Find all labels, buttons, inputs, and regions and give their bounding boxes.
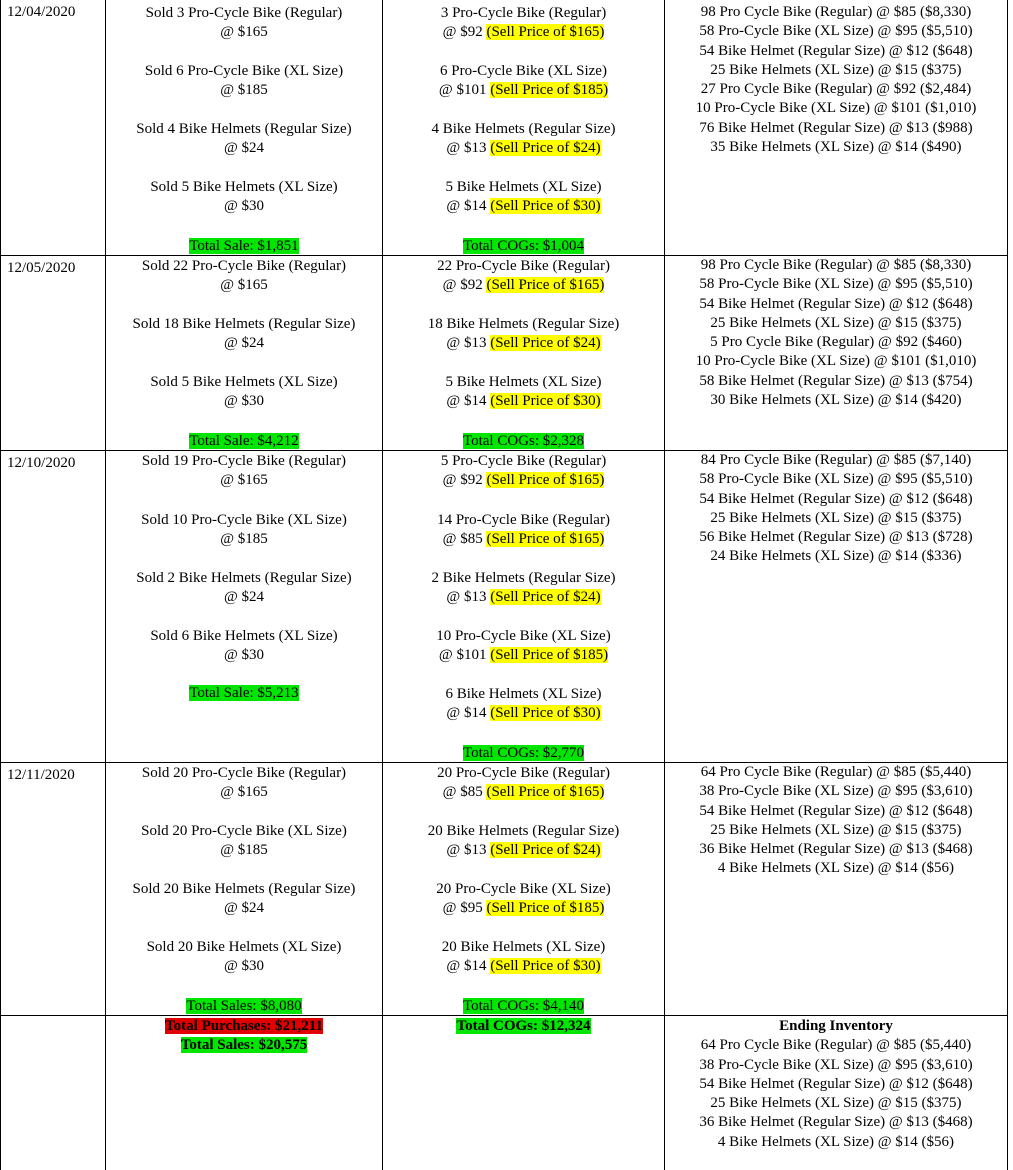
ending-inventory-title: Ending Inventory bbox=[779, 1018, 893, 1034]
inventory-line: 56 Bike Helmet (Regular Size) @ $13 ($728) bbox=[699, 529, 973, 546]
sell-price-highlight: (Sell Price of $30) bbox=[490, 958, 601, 974]
inventory-line: 27 Pro Cycle Bike (Regular) @ $92 ($2,484) bbox=[700, 81, 972, 98]
inventory-line: 38 Pro-Cycle Bike (XL Size) @ $95 ($3,610) bbox=[699, 783, 973, 800]
inventory-line: 10 Pro-Cycle Bike (XL Size) @ $101 ($1,010) bbox=[695, 100, 977, 117]
cogs-entry: 14 Pro-Cycle Bike (Regular) @ $85 (Sell Price of $165) bbox=[437, 512, 610, 547]
cogs-entry: 20 Pro-Cycle Bike (Regular) @ $85 (Sell Price of $165) bbox=[437, 765, 610, 800]
inventory-list bbox=[665, 451, 1007, 567]
sell-price-highlight: (Sell Price of $165) bbox=[486, 277, 605, 293]
inventory-line: 36 Bike Helmet (Regular Size) @ $13 ($468) bbox=[699, 1114, 973, 1131]
inventory-line: 30 Bike Helmets (XL Size) @ $14 ($420) bbox=[710, 392, 962, 409]
inventory-cell bbox=[665, 0, 1008, 256]
inventory-line: 54 Bike Helmet (Regular Size) @ $12 ($648) bbox=[699, 1075, 973, 1092]
ending-inventory-cell bbox=[665, 1016, 1008, 1170]
inventory-line: 58 Pro-Cycle Bike (XL Size) @ $95 ($5,510) bbox=[699, 23, 973, 40]
total-sales: Total Sales: $20,575 bbox=[180, 1037, 308, 1053]
date-label: 12/05/2020 bbox=[7, 260, 76, 276]
inventory-list bbox=[665, 3, 1007, 157]
inventory-line: 98 Pro Cycle Bike (Regular) @ $85 ($8,330) bbox=[700, 257, 972, 273]
sales-cell bbox=[106, 0, 383, 256]
inventory-cell bbox=[665, 451, 1008, 763]
sale-entry: Sold 18 Bike Helmets (Regular Size) @ $24 bbox=[132, 316, 356, 351]
cogs-cell bbox=[383, 451, 665, 763]
sale-entry: Sold 20 Bike Helmets (Regular Size) @ $24 bbox=[132, 881, 356, 916]
inventory-line: 36 Bike Helmet (Regular Size) @ $13 ($468) bbox=[699, 841, 973, 858]
date-cell bbox=[0, 256, 106, 451]
date-cell bbox=[0, 451, 106, 763]
cogs-cell bbox=[383, 256, 665, 451]
cogs-entry: 6 Bike Helmets (XL Size) @ $14 (Sell Price of $30) bbox=[445, 686, 602, 721]
cogs-entry: 20 Bike Helmets (XL Size) @ $14 (Sell Price of $30) bbox=[441, 939, 606, 974]
cogs-total: Total COGs: $2,328 bbox=[462, 433, 585, 449]
sale-entry: Sold 6 Bike Helmets (XL Size) @ $30 bbox=[150, 628, 338, 663]
cogs-cell bbox=[383, 0, 665, 256]
table-row bbox=[0, 763, 1013, 1016]
table-row bbox=[0, 451, 1013, 763]
inventory-line: 54 Bike Helmet (Regular Size) @ $12 ($648) bbox=[699, 42, 973, 59]
table-row bbox=[0, 256, 1013, 451]
inventory-line: 25 Bike Helmets (XL Size) @ $15 ($375) bbox=[710, 821, 962, 838]
sale-entry: Sold 20 Bike Helmets (XL Size) @ $30 bbox=[146, 939, 342, 974]
sale-entry: Sold 3 Pro-Cycle Bike (Regular) @ $165 bbox=[145, 5, 343, 40]
sale-entry: Sold 20 Pro-Cycle Bike (XL Size) @ $185 bbox=[141, 823, 347, 858]
total-purchases: Total Purchases: $21,211 bbox=[165, 1018, 323, 1034]
sell-price-highlight: (Sell Price of $185) bbox=[486, 900, 605, 916]
summary-row bbox=[0, 1016, 1013, 1170]
inventory-line: 5 Pro Cycle Bike (Regular) @ $92 ($460) bbox=[710, 334, 962, 351]
cogs-entry: 4 Bike Helmets (Regular Size) @ $13 (Sell Price of $24) bbox=[431, 121, 616, 156]
inventory-line: 98 Pro Cycle Bike (Regular) @ $85 ($8,330) bbox=[700, 4, 972, 20]
cogs-cell bbox=[383, 763, 665, 1016]
cogs-entry: 5 Bike Helmets (XL Size) @ $14 (Sell Price of $30) bbox=[445, 374, 602, 409]
inventory-line: 10 Pro-Cycle Bike (XL Size) @ $101 ($1,010) bbox=[695, 353, 977, 370]
total-cogs: Total COGs: $12,324 bbox=[456, 1018, 591, 1034]
date-cell bbox=[0, 0, 106, 256]
sale-entry: Sold 10 Pro-Cycle Bike (XL Size) @ $185 bbox=[141, 512, 347, 547]
inventory-cell bbox=[665, 256, 1008, 451]
sales-cell bbox=[106, 763, 383, 1016]
inventory-line: 84 Pro Cycle Bike (Regular) @ $85 ($7,140) bbox=[700, 452, 972, 468]
date-cell bbox=[0, 763, 106, 1016]
sell-price-highlight: (Sell Price of $185) bbox=[490, 82, 609, 98]
summary-cogs bbox=[383, 1017, 664, 1036]
date-label: 12/10/2020 bbox=[7, 455, 76, 471]
sell-price-highlight: (Sell Price of $165) bbox=[486, 472, 605, 488]
inventory-line: 58 Pro-Cycle Bike (XL Size) @ $95 ($5,510) bbox=[699, 471, 973, 488]
cogs-total: Total COGs: $4,140 bbox=[462, 998, 585, 1014]
inventory-line: 4 Bike Helmets (XL Size) @ $14 ($56) bbox=[717, 860, 955, 877]
inventory-line: 38 Pro-Cycle Bike (XL Size) @ $95 ($3,610) bbox=[699, 1056, 973, 1073]
inventory-line: 25 Bike Helmets (XL Size) @ $15 ($375) bbox=[710, 509, 962, 526]
inventory-line: 58 Pro-Cycle Bike (XL Size) @ $95 ($5,510) bbox=[699, 276, 973, 293]
inventory-line: 24 Bike Helmets (XL Size) @ $14 ($336) bbox=[710, 548, 962, 565]
sales-total: Total Sale: $1,851 bbox=[189, 238, 299, 254]
cogs-entry: 20 Bike Helmets (Regular Size) @ $13 (Sell Price of $24) bbox=[427, 823, 620, 858]
cogs-entry: 22 Pro-Cycle Bike (Regular) @ $92 (Sell Price of $165) bbox=[437, 258, 610, 293]
inventory-line: 54 Bike Helmet (Regular Size) @ $12 ($648) bbox=[699, 802, 973, 819]
cogs-entry: 10 Pro-Cycle Bike (XL Size) @ $101 (Sell Price of $185) bbox=[436, 628, 611, 663]
sale-entry: Sold 2 Bike Helmets (Regular Size) @ $24 bbox=[136, 570, 352, 605]
date-label: 12/11/2020 bbox=[7, 767, 75, 783]
sales-total: Total Sales: $8,080 bbox=[186, 998, 302, 1014]
sell-price-highlight: (Sell Price of $30) bbox=[490, 198, 601, 214]
sell-price-highlight: (Sell Price of $30) bbox=[490, 393, 601, 409]
cogs-entry: 2 Bike Helmets (Regular Size) @ $13 (Sell Price of $24) bbox=[431, 570, 616, 605]
inventory-list bbox=[665, 256, 1007, 410]
sell-price-highlight: (Sell Price of $165) bbox=[486, 784, 605, 800]
sale-entry: Sold 19 Pro-Cycle Bike (Regular) @ $165 bbox=[141, 453, 347, 488]
inventory-line: 4 Bike Helmets (XL Size) @ $14 ($56) bbox=[717, 1133, 955, 1150]
table-row bbox=[0, 0, 1013, 256]
cogs-entry: 3 Pro-Cycle Bike (Regular) @ $92 (Sell Price of $165) bbox=[440, 5, 607, 40]
cogs-entry: 18 Bike Helmets (Regular Size) @ $13 (Sell Price of $24) bbox=[427, 316, 620, 351]
sell-price-highlight: (Sell Price of $30) bbox=[490, 705, 601, 721]
inventory-line: 64 Pro Cycle Bike (Regular) @ $85 ($5,440) bbox=[700, 764, 972, 780]
inventory-cell bbox=[665, 763, 1008, 1016]
inventory-line: 25 Bike Helmets (XL Size) @ $15 ($375) bbox=[710, 1095, 962, 1112]
cogs-entry: 6 Pro-Cycle Bike (XL Size) @ $101 (Sell Price of $185) bbox=[438, 63, 609, 98]
summary-sales-cell bbox=[106, 1016, 383, 1170]
sales-total: Total Sale: $4,212 bbox=[189, 433, 299, 449]
inventory-line: 54 Bike Helmet (Regular Size) @ $12 ($648) bbox=[699, 295, 973, 312]
inventory-line: 58 Bike Helmet (Regular Size) @ $13 ($754) bbox=[699, 372, 973, 389]
summary-sales bbox=[106, 1017, 382, 1055]
sales-cell bbox=[106, 451, 383, 763]
sale-entry: Sold 6 Pro-Cycle Bike (XL Size) @ $185 bbox=[144, 63, 344, 98]
inventory-list bbox=[665, 763, 1007, 879]
ending-inventory-list bbox=[665, 1017, 1007, 1152]
inventory-line: 54 Bike Helmet (Regular Size) @ $12 ($648) bbox=[699, 490, 973, 507]
inventory-line: 35 Bike Helmets (XL Size) @ $14 ($490) bbox=[710, 139, 962, 156]
cogs-entry: 20 Pro-Cycle Bike (XL Size) @ $95 (Sell Price of $185) bbox=[436, 881, 611, 916]
date-label: 12/04/2020 bbox=[7, 4, 76, 20]
sale-entry: Sold 4 Bike Helmets (Regular Size) @ $24 bbox=[136, 121, 352, 156]
sales-cell bbox=[106, 256, 383, 451]
inventory-line: 25 Bike Helmets (XL Size) @ $15 ($375) bbox=[710, 61, 962, 78]
cogs-entry: 5 Pro-Cycle Bike (Regular) @ $92 (Sell Price of $165) bbox=[440, 453, 607, 488]
sale-entry: Sold 22 Pro-Cycle Bike (Regular) @ $165 bbox=[141, 258, 347, 293]
sell-price-highlight: (Sell Price of $24) bbox=[490, 589, 601, 605]
sell-price-highlight: (Sell Price of $24) bbox=[490, 842, 601, 858]
cogs-entry: 5 Bike Helmets (XL Size) @ $14 (Sell Price of $30) bbox=[445, 179, 602, 214]
sale-entry: Sold 5 Bike Helmets (XL Size) @ $30 bbox=[150, 179, 338, 214]
sales-total: Total Sale: $5,213 bbox=[189, 685, 299, 701]
cogs-total: Total COGs: $2,770 bbox=[462, 745, 585, 761]
sale-entry: Sold 5 Bike Helmets (XL Size) @ $30 bbox=[150, 374, 338, 409]
sell-price-highlight: (Sell Price of $165) bbox=[486, 531, 605, 547]
summary-cogs-cell bbox=[383, 1016, 665, 1170]
sale-entry: Sold 20 Pro-Cycle Bike (Regular) @ $165 bbox=[141, 765, 347, 800]
sell-price-highlight: (Sell Price of $185) bbox=[490, 647, 609, 663]
sell-price-highlight: (Sell Price of $24) bbox=[490, 140, 601, 156]
cogs-total: Total COGs: $1,004 bbox=[462, 238, 585, 254]
inventory-line: 64 Pro Cycle Bike (Regular) @ $85 ($5,440) bbox=[700, 1037, 972, 1054]
sell-price-highlight: (Sell Price of $24) bbox=[490, 335, 601, 351]
sell-price-highlight: (Sell Price of $165) bbox=[486, 24, 605, 40]
inventory-line: 76 Bike Helmet (Regular Size) @ $13 ($988) bbox=[699, 119, 973, 136]
date-cell-empty bbox=[0, 1016, 106, 1170]
inventory-line: 25 Bike Helmets (XL Size) @ $15 ($375) bbox=[710, 314, 962, 331]
